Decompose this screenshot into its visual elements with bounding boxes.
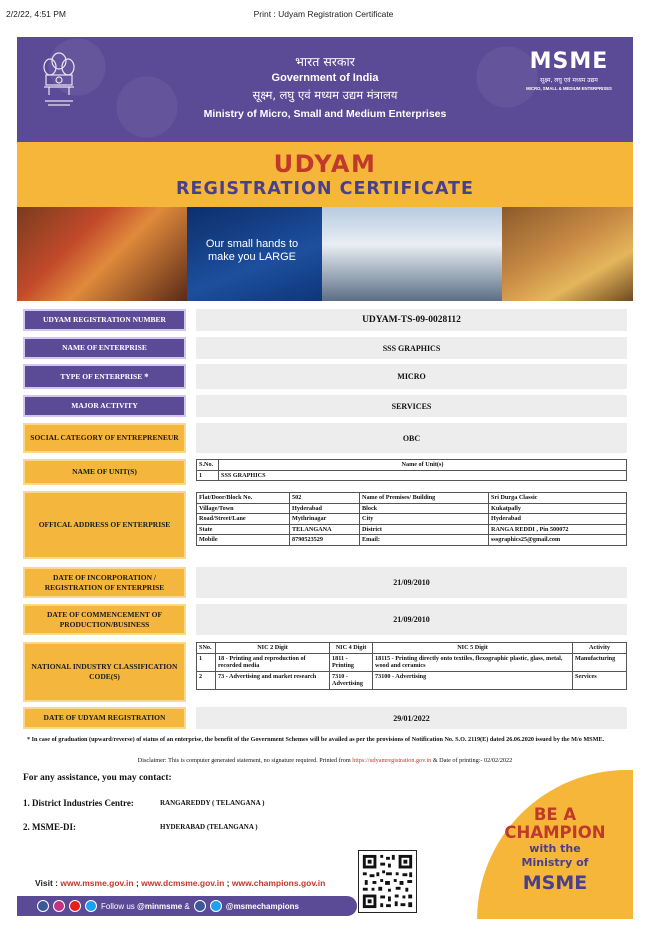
- government-banner: [17, 37, 633, 142]
- msme-logo-subtitle: MICRO, SMALL & MEDIUM ENTERPRISES: [526, 86, 612, 91]
- champion-line-2: CHAMPION: [504, 823, 606, 842]
- table-header-row: [197, 643, 627, 654]
- table-row: [197, 470, 627, 481]
- value-commencement-date: 21/09/2010: [196, 604, 627, 635]
- value-major-activity: SERVICES: [196, 395, 627, 417]
- table-cell: Name of Premises/ Building: [360, 493, 489, 504]
- table-header: NIC 2 Digit: [216, 643, 330, 654]
- table-header: NIC 4 Digit: [330, 643, 373, 654]
- label-major-activity: MAJOR ACTIVITY: [23, 395, 186, 417]
- label-enterprise-type-text: TYPE OF ENTERPRISE: [60, 371, 143, 381]
- champion-heading: [477, 806, 633, 842]
- assistance-msme-di-label: 2. MSME-DI:: [23, 822, 76, 832]
- label-commencement-date: DATE OF COMMENCEMENT OF PRODUCTION/BUSINESS: [23, 604, 186, 635]
- twitter-icon[interactable]: [210, 900, 222, 912]
- table-header: SNo.: [197, 643, 216, 654]
- table-cell: 7310 - Advertising: [330, 671, 373, 689]
- label-incorporation-date: DATE OF INCORPORATION / REGISTRATION OF ENTERPRISE: [23, 567, 186, 598]
- table-row: [197, 503, 627, 514]
- champion-line-3: with the: [529, 842, 581, 855]
- office-photo: [322, 207, 502, 301]
- graduation-footnote: * In case of graduation (upward/reverse) of status of an enterprise, the benefit of the Government Schemes will be availed as per the provisions of Notification No. S.O. 2119(E) dated 26.06.2020 issued by the M/o MSME.: [27, 736, 605, 743]
- table-cell: Mythrinagar: [290, 514, 360, 525]
- nic-codes-table: [196, 642, 627, 690]
- table-cell: Village/Town: [197, 503, 290, 514]
- champion-line-1: BE A: [533, 805, 577, 824]
- hindi-government-heading: भारत सरकार: [295, 54, 355, 69]
- value-social-category: OBC: [196, 423, 627, 453]
- assistance-dic-label: 1. District Industries Centre:: [23, 798, 134, 808]
- label-official-address: OFFICAL ADDRESS OF ENTERPRISE: [23, 491, 186, 559]
- table-row: [197, 653, 627, 671]
- value-enterprise-type: MICRO: [196, 364, 627, 389]
- msme-logo-icon: [519, 51, 619, 95]
- table-cell: Hyderabad: [489, 514, 627, 525]
- print-title: Print : Udyam Registration Certificate: [253, 9, 394, 19]
- champion-subheading: [477, 842, 633, 870]
- title-registration-certificate: REGISTRATION CERTIFICATE: [176, 179, 474, 199]
- title-udyam: UDYAM: [273, 150, 377, 178]
- table-cell: Hyderabad: [290, 503, 360, 514]
- tagline: [182, 238, 322, 264]
- table-cell: 8790523529: [290, 535, 360, 546]
- table-cell: 18 - Printing and reproduction of recorded media: [216, 653, 330, 671]
- table-cell: 2: [197, 671, 216, 689]
- facebook-icon[interactable]: [194, 900, 206, 912]
- artisan-photo: [17, 207, 187, 301]
- tagline-line-1: Our small hands to: [205, 238, 299, 250]
- table-row: [197, 514, 627, 525]
- visit-prefix: Visit :: [35, 878, 61, 888]
- champion-badge: [477, 770, 633, 919]
- visit-separator: ;: [133, 878, 142, 888]
- print-datetime: 2/2/22, 4:51 PM: [6, 9, 67, 19]
- table-cell: Road/Street/Lane: [197, 514, 290, 525]
- champion-line-4: Ministry of: [521, 856, 589, 869]
- qr-code-icon: [358, 850, 417, 913]
- table-row: [197, 493, 627, 504]
- twitter-icon[interactable]: [85, 900, 97, 912]
- table-cell: City: [360, 514, 489, 525]
- label-unit-names: NAME OF UNIT(S): [23, 459, 186, 485]
- government-heading: Government of India: [271, 72, 379, 84]
- label-enterprise-name: NAME OF ENTERPRISE: [23, 337, 186, 359]
- table-row: [197, 535, 627, 546]
- follow-bar: [17, 896, 357, 916]
- handle-msmechampions[interactable]: @msmechampions: [225, 901, 299, 911]
- certificate: [17, 37, 633, 919]
- table-row: [197, 524, 627, 535]
- link-champions[interactable]: www.champions.gov.in: [231, 878, 326, 888]
- assistance-dic-value: RANGAREDDY ( TELANGANA ): [160, 799, 265, 807]
- disclaimer-link[interactable]: https://udyamregistration.gov.in: [352, 757, 432, 764]
- table-cell: Mobile: [197, 535, 290, 546]
- table-cell: 1811 - Printing: [330, 653, 373, 671]
- print-header: [0, 9, 647, 23]
- visit-links: [35, 878, 325, 888]
- table-cell: 73100 - Advertising: [373, 671, 573, 689]
- label-enterprise-type: [23, 364, 186, 389]
- link-msme[interactable]: www.msme.gov.in: [60, 878, 134, 888]
- msme-logo-hindi: सूक्ष्म, लघु एवं मध्यम उद्यम: [540, 77, 598, 84]
- table-cell: 1: [197, 653, 216, 671]
- certificate-title-band: [17, 142, 633, 207]
- address-table: [196, 492, 627, 546]
- table-header: Name of Unit(s): [219, 460, 627, 471]
- champion-line-5: MSME: [522, 872, 588, 894]
- link-dcmsme[interactable]: www.dcmsme.gov.in: [141, 878, 225, 888]
- table-cell: 1: [197, 470, 219, 481]
- table-cell: Kukatpally: [489, 503, 627, 514]
- disclaimer-date: & Date of printing:- 02/02/2022: [431, 757, 513, 764]
- assistance-msme-di-value: HYDERABAD (TELANGANA ): [160, 823, 258, 831]
- table-header: NIC 5 Digit: [373, 643, 573, 654]
- table-header-row: [197, 460, 627, 471]
- label-nic-codes: NATIONAL INDUSTRY CLASSIFICATION CODE(S): [23, 642, 186, 702]
- follow-amp: &: [184, 901, 190, 911]
- table-cell: sssgraphics25@gmail.com: [489, 535, 627, 546]
- table-cell: 18115 - Printing directly onto textiles, flexographic plastic, glass, metal, wood and ceramics: [373, 653, 573, 671]
- disclaimer-text: Disclaimer: This is computer generated statement, no signature required. Printed from: [137, 757, 353, 764]
- table-cell: District: [360, 524, 489, 535]
- table-cell: Manufacturing: [573, 653, 627, 671]
- table-cell: State: [197, 524, 290, 535]
- disclaimer: [17, 757, 633, 764]
- handle-minmsme[interactable]: @minmsme: [137, 901, 183, 911]
- value-enterprise-name: SSS GRAPHICS: [196, 337, 627, 359]
- instagram-icon[interactable]: [53, 900, 65, 912]
- table-cell: 502: [290, 493, 360, 504]
- table-cell: Block: [360, 503, 489, 514]
- table-cell: 73 - Advertising and market research: [216, 671, 330, 689]
- factory-photo: [502, 207, 633, 301]
- table-cell: TELANGANA: [290, 524, 360, 535]
- follow-prefix: Follow us: [101, 901, 135, 911]
- value-udyam-date: 29/01/2022: [196, 707, 627, 729]
- value-registration-number: UDYAM-TS-09-0028112: [196, 309, 627, 331]
- youtube-icon[interactable]: [69, 900, 81, 912]
- table-cell: Flat/Door/Block No.: [197, 493, 290, 504]
- table-header: S.No.: [197, 460, 219, 471]
- table-cell: RANGA REDDI , Pin 500072: [489, 524, 627, 535]
- ministry-heading: Ministry of Micro, Small and Medium Enterprises: [203, 108, 447, 120]
- table-cell: Sri Durga Classic: [489, 493, 627, 504]
- tagline-line-2: make you LARGE: [207, 251, 297, 263]
- table-cell: Services: [573, 671, 627, 689]
- label-enterprise-type-star: *: [144, 371, 149, 382]
- msme-logo-mark: MSME: [529, 49, 609, 74]
- visit-separator: ;: [224, 878, 232, 888]
- label-registration-number: UDYAM REGISTRATION NUMBER: [23, 309, 186, 331]
- table-header: Activity: [573, 643, 627, 654]
- label-social-category: SOCIAL CATEGORY OF ENTREPRENEUR: [23, 423, 186, 453]
- facebook-icon[interactable]: [37, 900, 49, 912]
- table-cell: SSS GRAPHICS: [219, 470, 627, 481]
- hindi-ministry-heading: सूक्ष्म, लघु एवं मध्यम उद्यम मंत्रालय: [252, 88, 398, 102]
- value-incorporation-date: 21/09/2010: [196, 567, 627, 598]
- unit-names-table: [196, 459, 627, 481]
- label-udyam-date: DATE OF UDYAM REGISTRATION: [23, 707, 186, 729]
- table-cell: Email:: [360, 535, 489, 546]
- table-row: [197, 671, 627, 689]
- follow-text: [101, 902, 190, 911]
- photo-strip: [17, 207, 633, 301]
- assistance-heading: For any assistance, you may contact:: [23, 773, 172, 783]
